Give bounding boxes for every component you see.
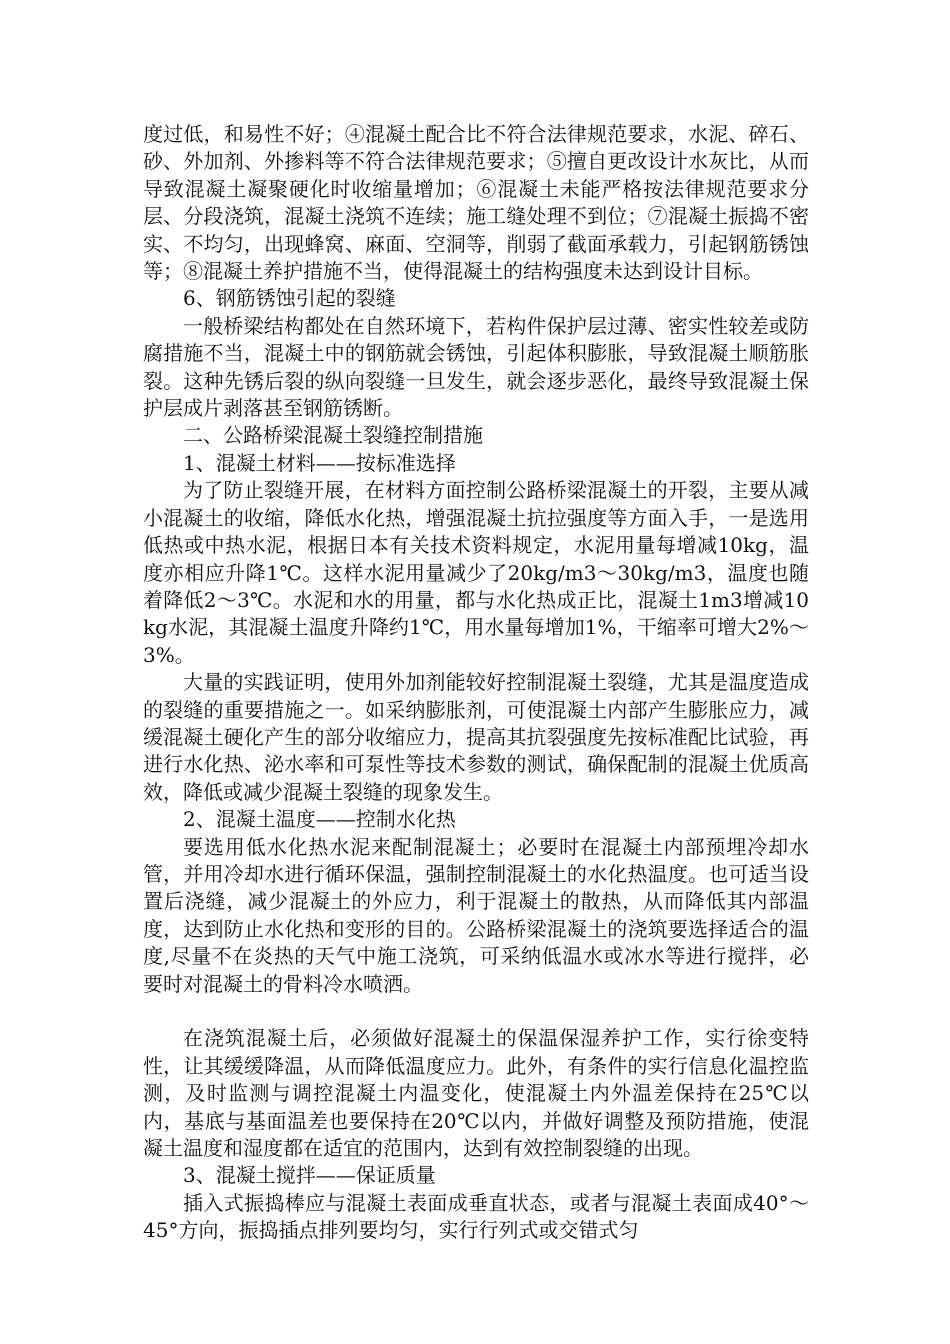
section-heading-control-measures: 二、公路桥梁混凝土裂缝控制措施: [183, 423, 483, 448]
section-heading-materials: 1、混凝土材料——按标准选择: [183, 450, 456, 475]
paragraph-rebar-corrosion: 一般桥梁结构都处在自然环境下，若构件保护层过薄、密实性较差或防腐措施不当，混凝土中的钢筋就会锈蚀，引起体积膨胀，导致混凝土顺筋胀裂。这种先锈后裂的纵向裂缝一旦发生，就会逐步恶化，最终导致混凝土保护层成片剥落甚至钢筋锈断。: [143, 313, 809, 421]
paragraph-temperature: 要选用低水化热水泥来配制混凝土；必要时在混凝土内部预埋冷却水管，并用冷却水进行循环保温，强制控制混凝土的水化热温度。也可适当设置后浇缝，减少混凝土的外应力，利于混凝土的散热，从而降低其内部温度，达到防止水化热和变形的目的。公路桥梁混凝土的浇筑要选择适合的温度,尽量不在炎热的天气中施工浇筑，可采纳低温水或冰水等进行搅拌，必要时对混凝土的骨料冷水喷洒。: [143, 834, 809, 996]
paragraph-materials: 为了防止裂缝开展，在材料方面控制公路桥梁混凝土的开裂，主要从减小混凝土的收缩，降低水化热，增强混凝土抗拉强度等方面入手，一是选用低热或中热水泥，根据日本有关技术资料规定，水泥用量每增减10kg，温度亦相应升降1℃。这样水泥用量减少了20kg/m3～30kg/m3，温度也随着降低2～3℃。水泥和水的用量，都与水化热成正比，混凝土1m3增减10kg水泥，其混凝土温度升降约1℃，用水量每增加1%，干缩率可增大2%～3%。: [143, 478, 809, 667]
paragraph-mixing: 插入式振捣棒应与混凝土表面成垂直状态，或者与混凝土表面成40°～45°方向，振捣插点排列要均匀，实行行列式或交错式匀: [143, 1190, 809, 1243]
section-heading-mixing: 3、混凝土搅拌——保证质量: [183, 1163, 436, 1188]
blank-line: [143, 998, 809, 1025]
section-heading-rebar-corrosion: 6、钢筋锈蚀引起的裂缝: [183, 286, 396, 311]
section-heading-temperature: 2、混凝土温度——控制水化热: [183, 807, 456, 832]
paragraph-admixtures: 大量的实践证明，使用外加剂能较好控制混凝土裂缝，尤其是温度造成的裂缝的重要措施之一。如采纳膨胀剂，可使混凝土内部产生膨胀应力，减缓混凝土硬化产生的部分收缩应力，提高其抗裂强度先按标准配比试验，再进行水化热、泌水率和可泵性等技术参数的测试，确保配制的混凝土优质高效，降低或减少混凝土裂缝的现象发生。: [143, 670, 809, 804]
paragraph-continued: 度过低，和易性不好；④混凝土配合比不符合法律规范要求，水泥、碎石、砂、外加剂、外掺料等不符合法律规范要求；⑤擅自更改设计水灰比，从而导致混凝土凝聚硬化时收缩量增加；⑥混凝土未能严格按法律规范要求分层、分段浇筑，混凝土浇筑不连续；施工缝处理不到位；⑦混凝土振捣不密实、不均匀，出现蜂窝、麻面、空洞等，削弱了截面承载力，引起钢筋锈蚀等；⑧混凝土养护措施不当，使得混凝土的结构强度未达到设计目标。: [143, 122, 809, 284]
paragraph-curing: 在浇筑混凝土后，必须做好混凝土的保温保湿养护工作，实行徐变特性，让其缓缓降温，从而降低温度应力。此外，有条件的实行信息化温控监测，及时监测与调控混凝土内温变化，使混凝土内外温差保持在25℃以内，基底与基面温差也要保持在20℃以内，并做好调整及预防措施，使混凝土温度和湿度都在适宜的范围内，达到有效控制裂缝的出现。: [143, 1026, 809, 1161]
document-body: [143, 121, 809, 1245]
